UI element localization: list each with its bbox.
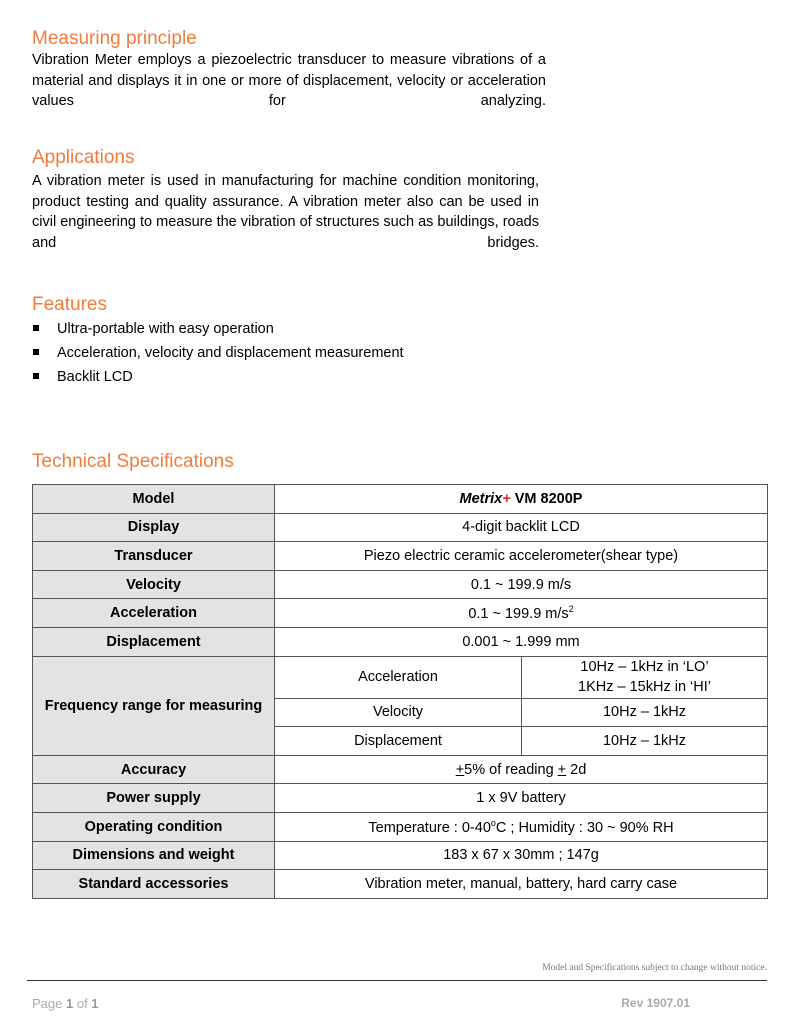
spec-value: 0.1 ~ 199.9 m/s bbox=[275, 570, 768, 599]
feature-item: Backlit LCD bbox=[32, 369, 404, 393]
measuring-principle-text: Vibration Meter employs a piezoelectric transducer to measure vibrations of a material and displays it in one or more of displacement, velocity or acceleration values for analyzing. bbox=[32, 52, 546, 109]
spec-row-frequency-acceleration bbox=[33, 656, 768, 698]
change-notice: Model and Specifications subject to change without notice. bbox=[542, 963, 767, 973]
spec-row-model bbox=[33, 485, 768, 514]
spec-label: Displacement bbox=[33, 627, 275, 656]
spec-row-acceleration bbox=[33, 599, 768, 628]
frequency-sub-value: 10Hz – 1kHz bbox=[522, 698, 768, 727]
features-heading: Features bbox=[32, 294, 107, 315]
bullet-square-icon bbox=[33, 325, 39, 331]
spec-value-model bbox=[275, 485, 768, 514]
spec-label: Transducer bbox=[33, 542, 275, 571]
spec-value: 0.001 ~ 1.999 mm bbox=[275, 627, 768, 656]
feature-item: Ultra-portable with easy operation bbox=[32, 321, 404, 345]
spec-label: Model bbox=[33, 485, 275, 514]
spec-value: Vibration meter, manual, battery, hard carry case bbox=[275, 870, 768, 899]
spec-value: 4-digit backlit LCD bbox=[275, 513, 768, 542]
spec-value: 183 x 67 x 30mm ; 147g bbox=[275, 841, 768, 870]
spec-row-operating bbox=[33, 812, 768, 841]
spec-label: Acceleration bbox=[33, 599, 275, 628]
frequency-sub-label: Displacement bbox=[275, 727, 522, 756]
frequency-sub-value: 10Hz – 1kHz in ‘LO’ 1KHz – 15kHz in ‘HI’ bbox=[522, 656, 768, 698]
spec-row-accessories bbox=[33, 870, 768, 899]
spec-label: Velocity bbox=[33, 570, 275, 599]
brand-metrix: Metrix bbox=[459, 490, 503, 507]
spec-value: 1 x 9V battery bbox=[275, 784, 768, 813]
spec-label: Frequency range for measuring bbox=[33, 656, 275, 755]
applications-text: A vibration meter is used in manufacturing for machine condition monitoring, product testing and quality assurance. A vibration meter also can be used in civil engineering to measure the vibration of structures such as buildings, roads and bridges. bbox=[32, 173, 539, 251]
frequency-sub-label: Acceleration bbox=[275, 656, 522, 698]
page-indicator: Page 1 of 1 bbox=[32, 996, 99, 1011]
spec-row-displacement bbox=[33, 627, 768, 656]
spec-value: Piezo electric ceramic accelerometer(shear type) bbox=[275, 542, 768, 571]
bullet-square-icon bbox=[33, 349, 39, 355]
revision-number: Rev 1907.01 bbox=[621, 996, 690, 1010]
spec-row-accuracy bbox=[33, 755, 768, 784]
spec-label: Display bbox=[33, 513, 275, 542]
spec-label: Accuracy bbox=[33, 755, 275, 784]
spec-row-display bbox=[33, 513, 768, 542]
bullet-square-icon bbox=[33, 373, 39, 379]
spec-row-velocity bbox=[33, 570, 768, 599]
spec-row-dimensions bbox=[33, 841, 768, 870]
frequency-sub-value: 10Hz – 1kHz bbox=[522, 727, 768, 756]
measuring-principle-heading: Measuring principle bbox=[32, 28, 197, 49]
spec-value: 0.1 ~ 199.9 $m/s^2$ bbox=[275, 599, 768, 628]
model-number: VM 8200P bbox=[510, 490, 583, 507]
spec-row-power bbox=[33, 784, 768, 813]
technical-specifications-heading: Technical Specifications bbox=[32, 451, 234, 472]
spec-row-transducer bbox=[33, 542, 768, 571]
spec-label: Operating condition bbox=[33, 812, 275, 841]
brand-plus: + bbox=[502, 490, 511, 507]
footer-divider bbox=[27, 980, 767, 981]
features-list bbox=[32, 321, 404, 393]
spec-value: Temperature : 0-40$^o$C ; Humidity : 30 ~ 90% RH bbox=[275, 812, 768, 841]
spec-label: Power supply bbox=[33, 784, 275, 813]
spec-value: +5% of reading + 2d bbox=[275, 755, 768, 784]
spec-label: Standard accessories bbox=[33, 870, 275, 899]
spec-table bbox=[32, 484, 768, 899]
spec-label: Dimensions and weight bbox=[33, 841, 275, 870]
applications-heading: Applications bbox=[32, 147, 135, 168]
feature-item: Acceleration, velocity and displacement measurement bbox=[32, 345, 404, 369]
frequency-sub-label: Velocity bbox=[275, 698, 522, 727]
